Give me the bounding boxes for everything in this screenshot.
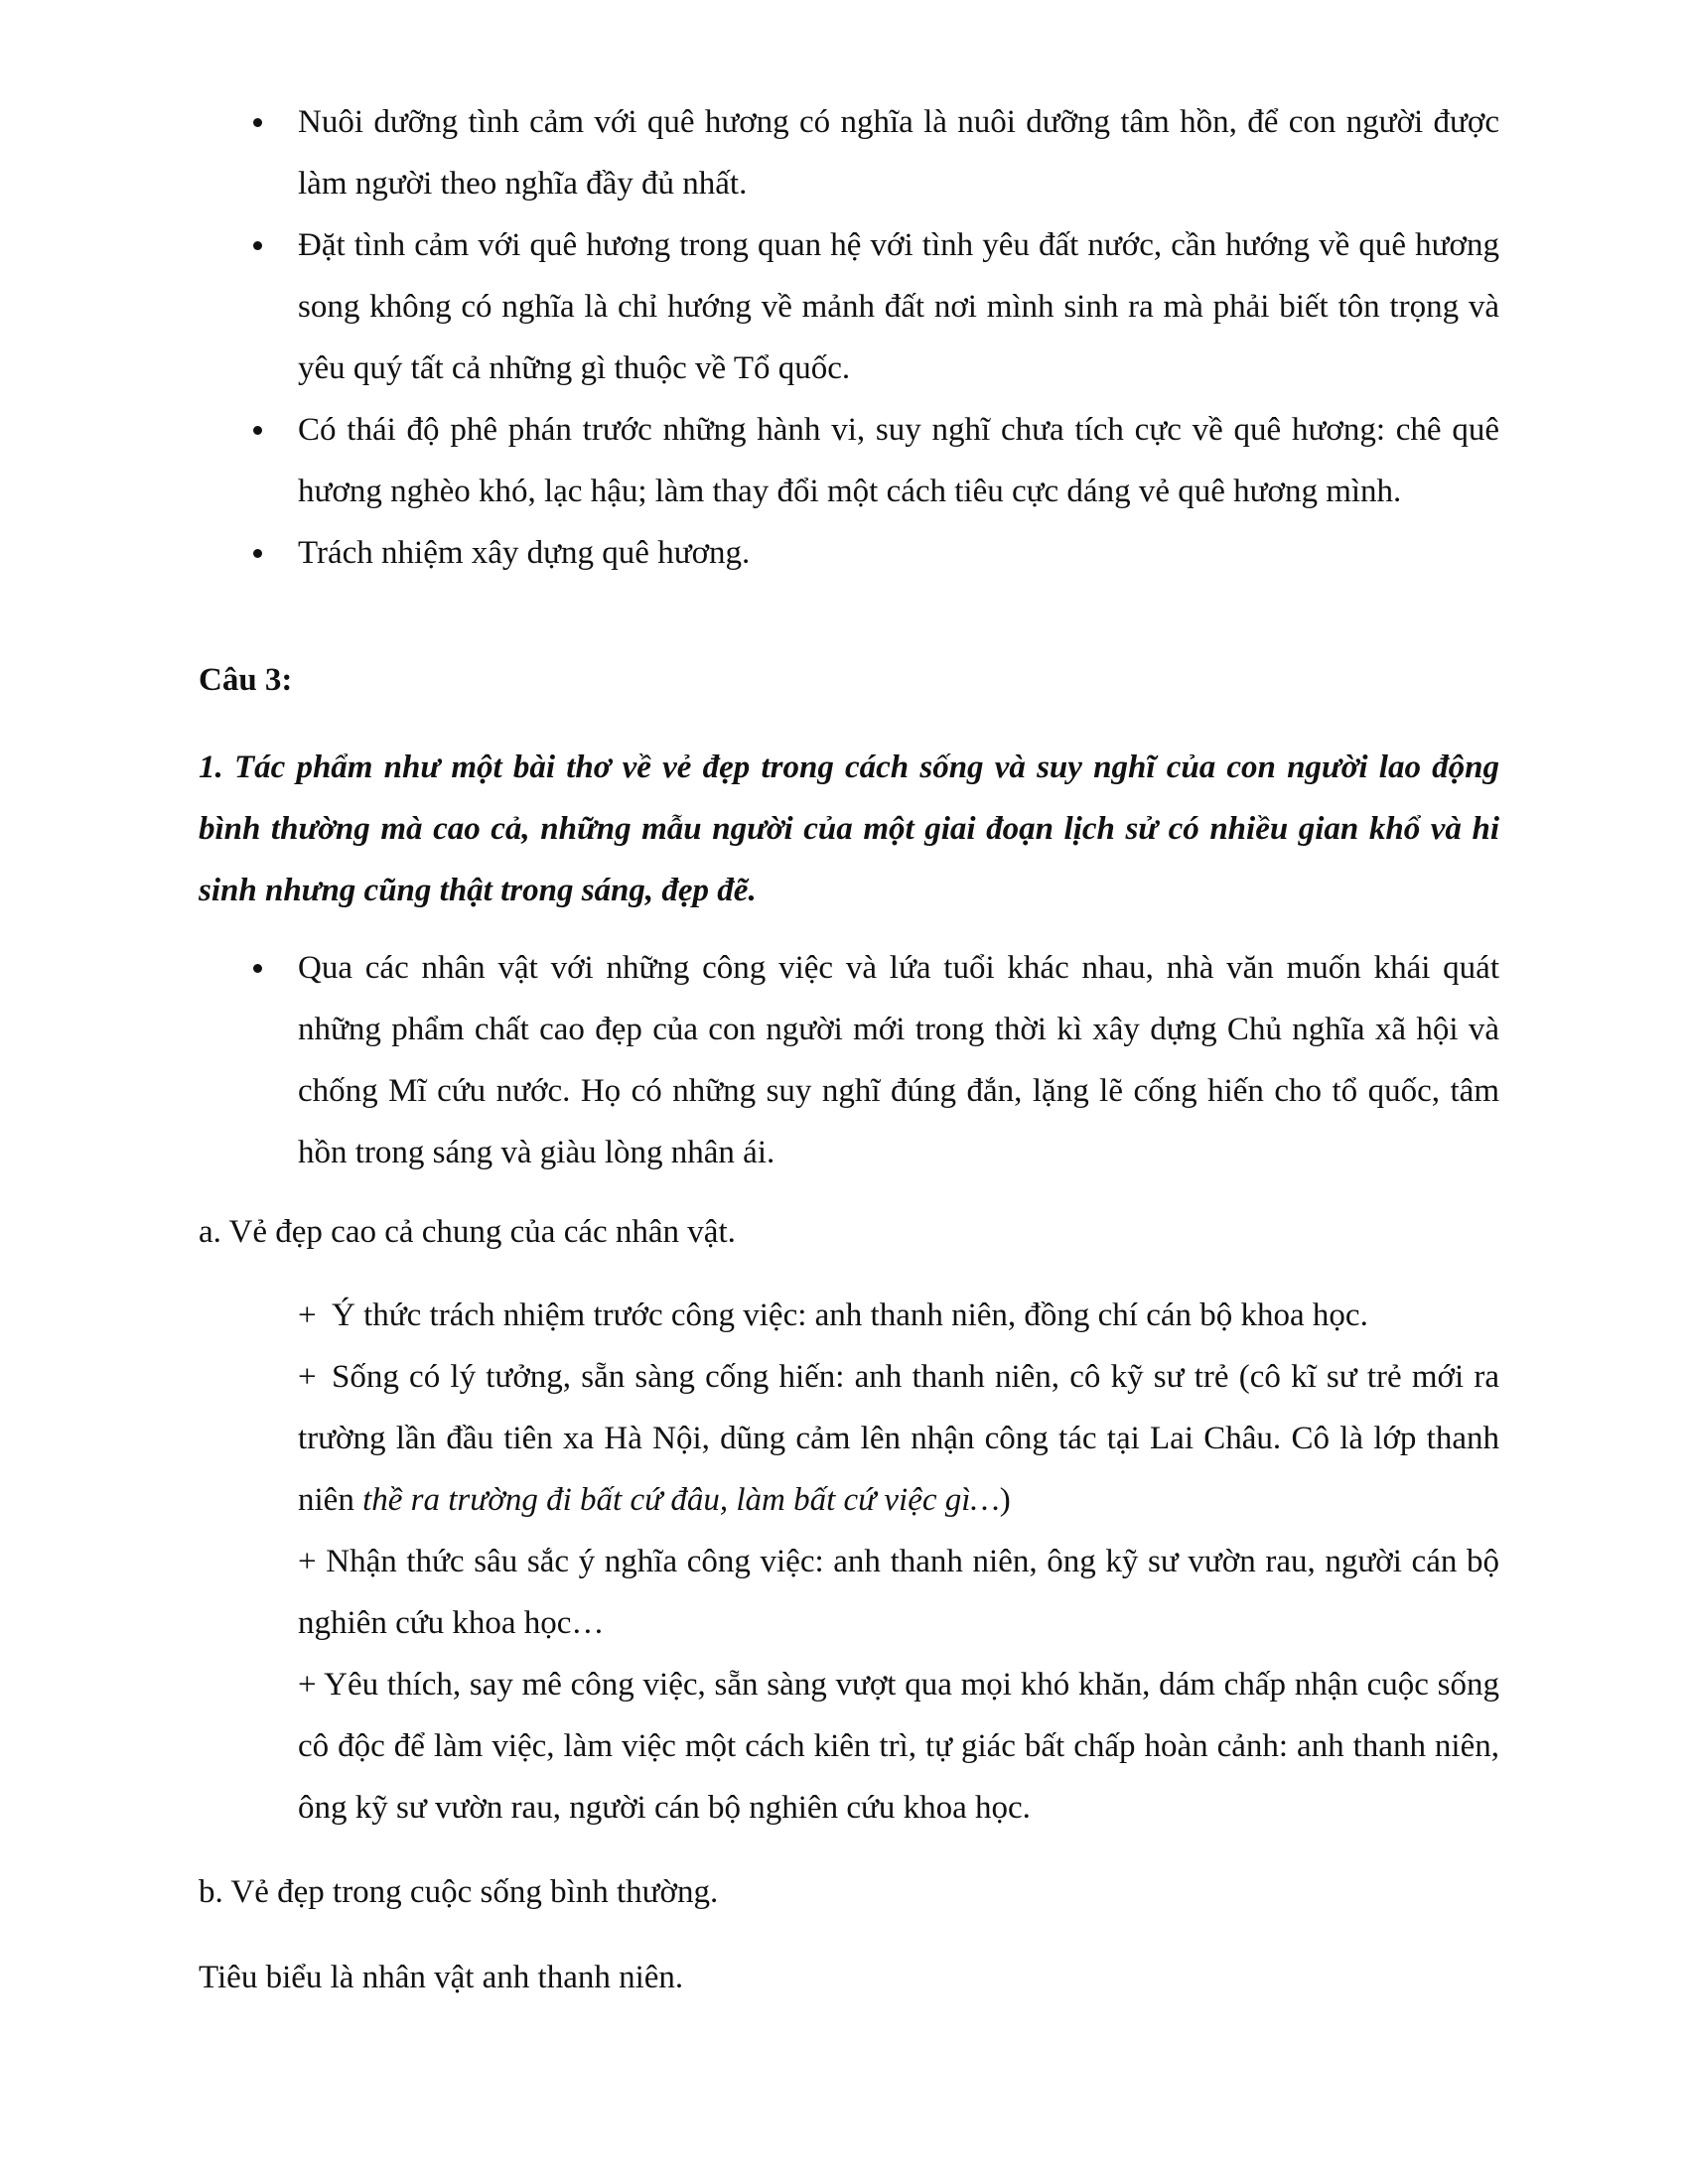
- point-text: Sống có lý tưởng, sẵn sàng cống hiến: anh thanh niên, cô kỹ sư trẻ (cô kĩ sư trẻ mới ra trường lần đầu tiên xa Hà Nội, dũng cảm lên nhận công tác tại Lai Châu. Cô là lớp thanh niên: [298, 1359, 1499, 1518]
- question-heading: Câu 3:: [199, 662, 293, 698]
- list-item: Đặt tình cảm với quê hương trong quan hệ với tình yêu đất nước, cần hướng về quê hương song không có nghĩa là chỉ hướng về mảnh đất nơi mình sinh ra mà phải biết tôn trọng và yêu quý tất cả những gì thuộc về Tổ quốc.: [298, 214, 1499, 399]
- list-item: Trách nhiệm xây dựng quê hương.: [298, 522, 1499, 584]
- part-a-heading: a. Vẻ đẹp cao cả chung của các nhân vật.: [199, 1214, 736, 1250]
- part-a-points: [298, 1285, 1499, 1839]
- subheading-1: 1. Tác phẩm như một bài thơ về vẻ đẹp trong cách sống và suy nghĩ của con người lao động bình thường mà cao cả, những mẫu người của một giai đoạn lịch sử có nhiều gian khổ và hi sinh nhưng cũng thật trong sáng, đẹp đẽ.: [199, 750, 1499, 908]
- list-item: [298, 1285, 1499, 1346]
- list-item: [298, 1346, 1499, 1531]
- closing-line: Tiêu biểu là nhân vật anh thanh niên.: [199, 1960, 684, 1995]
- point-text: Ý thức trách nhiệm trước công việc: anh thanh niên, đồng chí cán bộ khoa học.: [332, 1297, 1368, 1333]
- point-italic-text: thề ra trường đi bất cứ đâu, làm bất cứ việc gì…: [362, 1482, 1000, 1518]
- list-item: Qua các nhân vật với những công việc và lứa tuổi khác nhau, nhà văn muốn khái quát những phẩm chất cao đẹp của con người mới trong thời kì xây dựng Chủ nghĩa xã hội và chống Mĩ cứu nước. Họ có những suy nghĩ đúng đắn, lặng lẽ cống hiến cho tổ quốc, tâm hồn trong sáng và giàu lòng nhân ái.: [298, 937, 1499, 1183]
- list-item: Nuôi dưỡng tình cảm với quê hương có nghĩa là nuôi dưỡng tâm hồn, để con người được làm người theo nghĩa đầy đủ nhất.: [298, 91, 1499, 214]
- list-item: Có thái độ phê phán trước những hành vi, suy nghĩ chưa tích cực về quê hương: chê quê hương nghèo khó, lạc hậu; làm thay đổi một cách tiêu cực dáng vẻ quê hương mình.: [298, 399, 1499, 522]
- bullet-list-hometown: [298, 91, 1499, 584]
- plus-sign: +: [298, 1297, 317, 1333]
- plus-sign: +: [298, 1359, 317, 1395]
- bullet-list-characters: [298, 937, 1499, 1183]
- list-item: + Yêu thích, say mê công việc, sẵn sàng vượt qua mọi khó khăn, dám chấp nhận cuộc sống cô độc để làm việc, làm việc một cách kiên trì, tự giác bất chấp hoàn cảnh: anh thanh niên, ông kỹ sư vườn rau, người cán bộ nghiên cứu khoa học.: [298, 1667, 1499, 1826]
- point-text-end: ): [999, 1482, 1011, 1518]
- list-item: + Nhận thức sâu sắc ý nghĩa công việc: anh thanh niên, ông kỹ sư vườn rau, người cán bộ nghiên cứu khoa học…: [298, 1544, 1499, 1641]
- part-b-heading: b. Vẻ đẹp trong cuộc sống bình thường.: [199, 1874, 719, 1910]
